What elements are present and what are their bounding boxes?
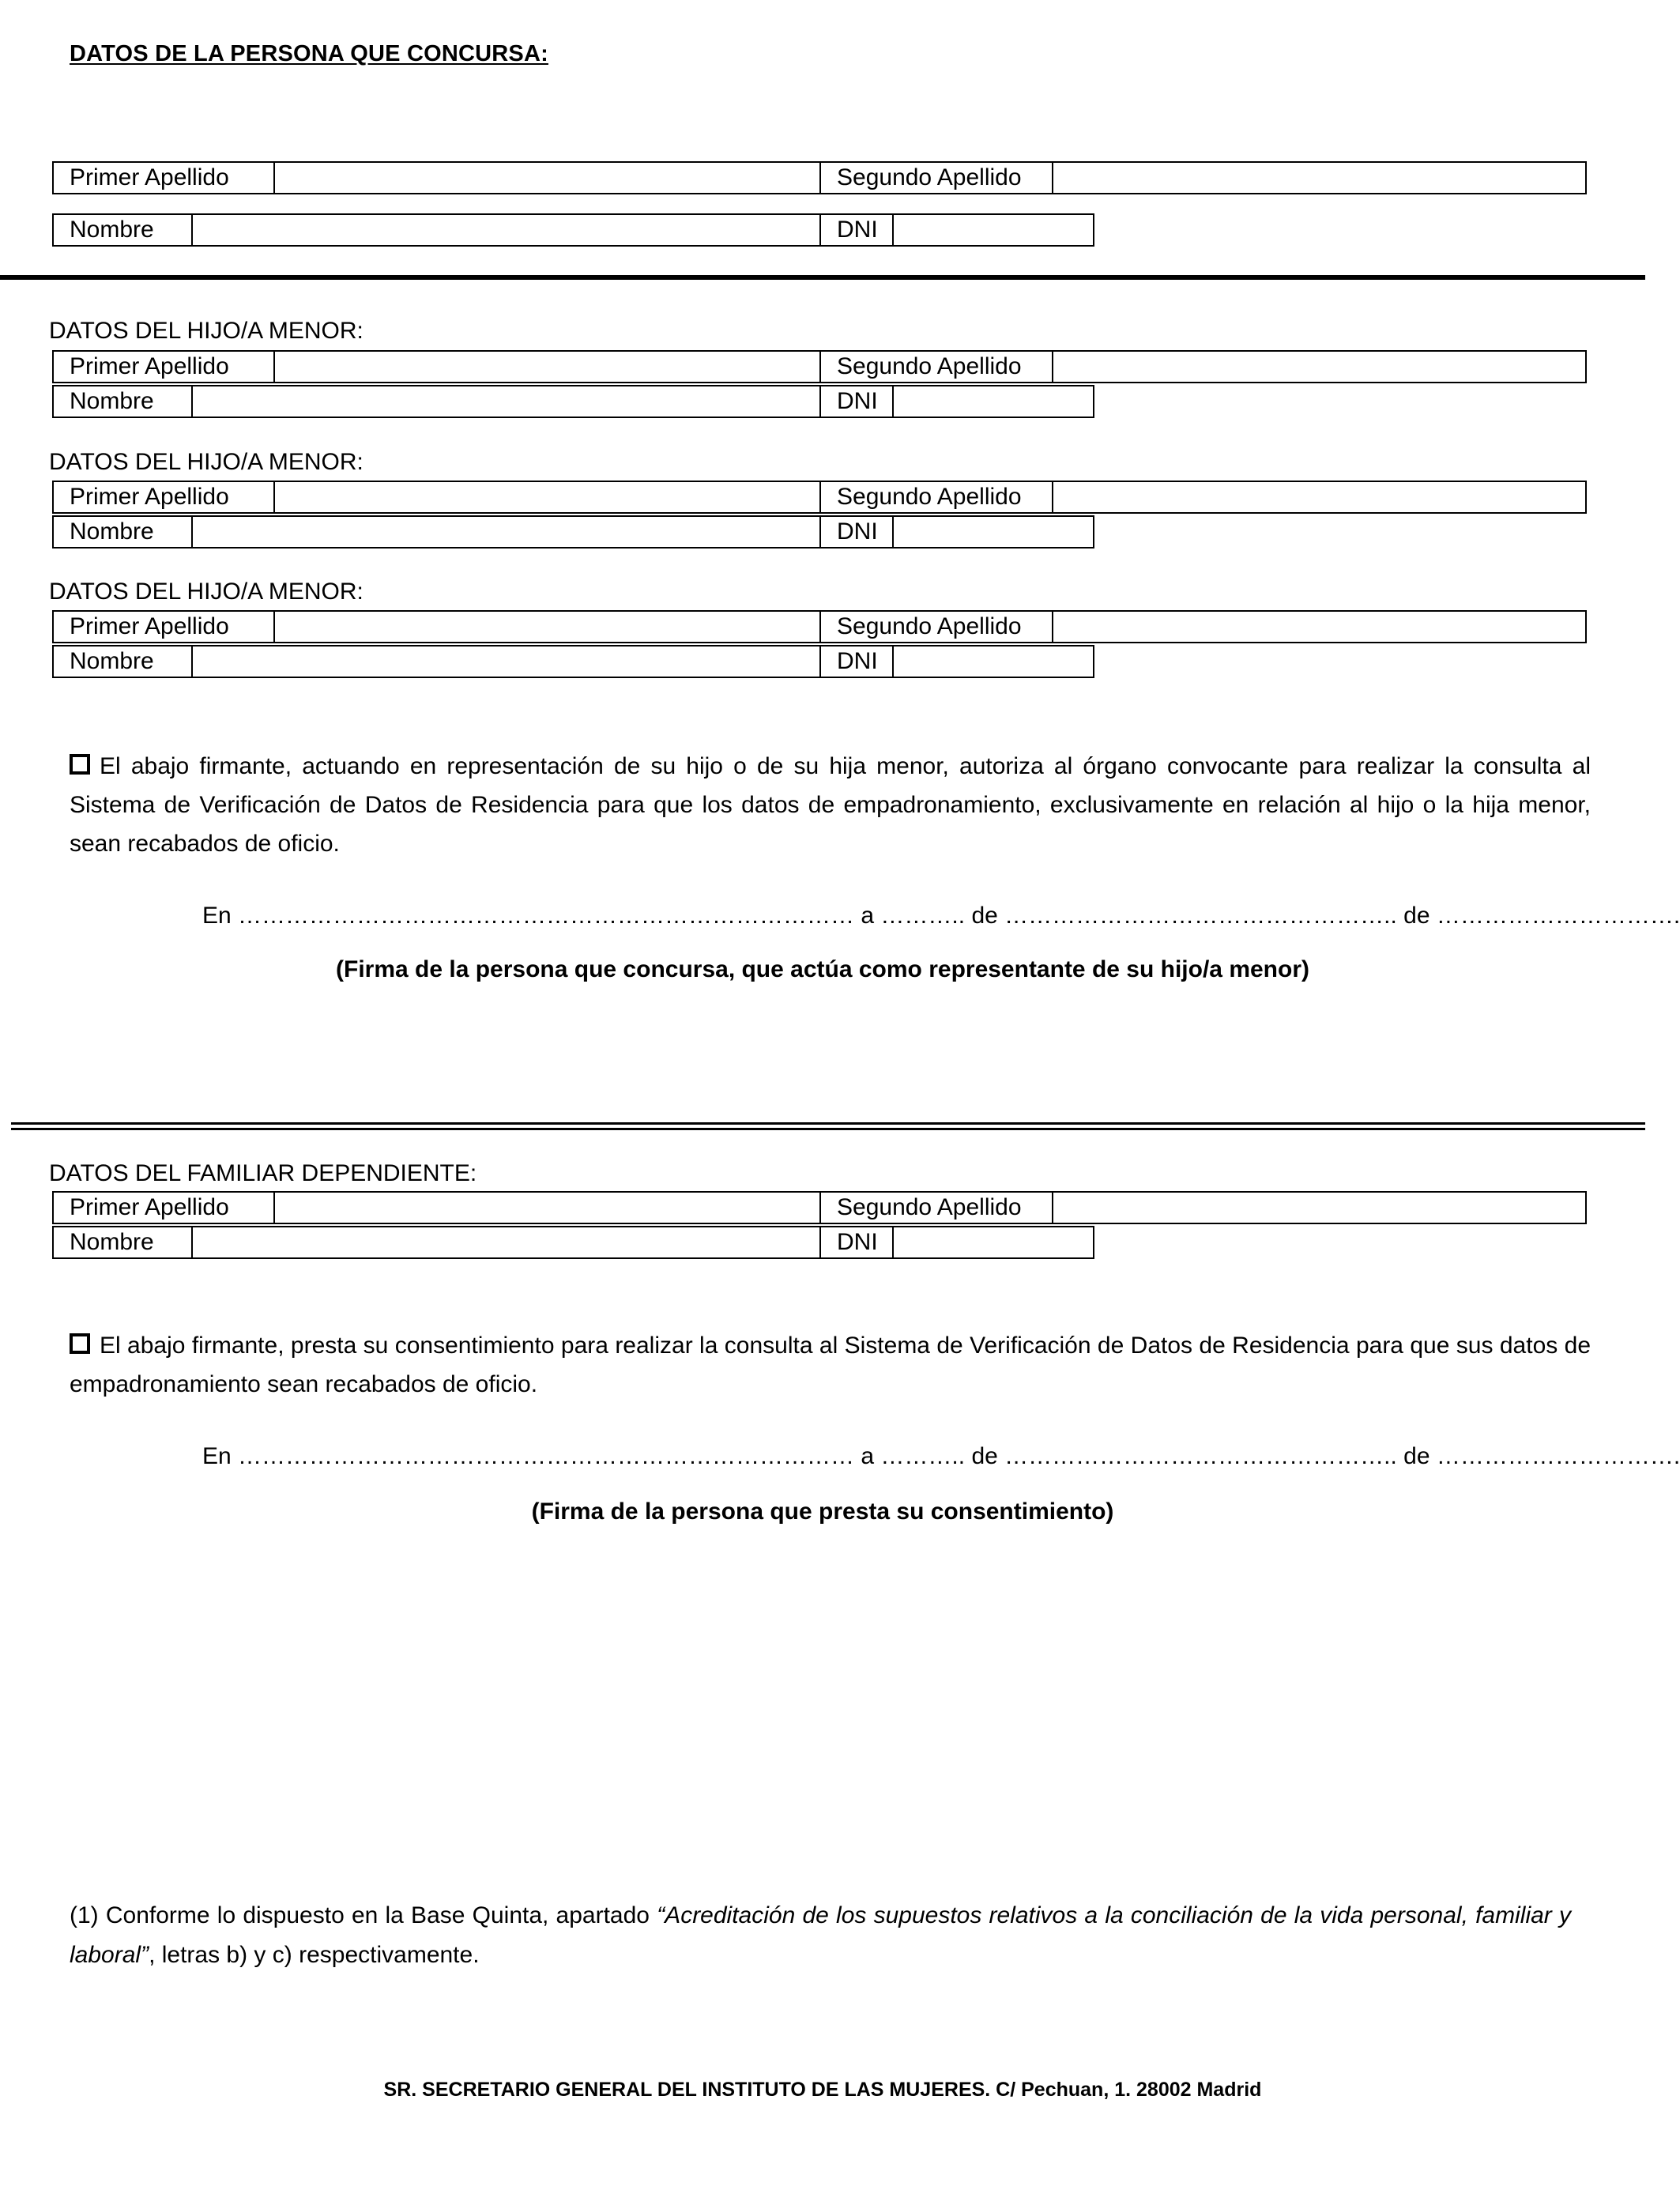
minor-3-name-row (52, 645, 1094, 678)
consent-minor-paragraph (70, 747, 1591, 863)
consent-minor-checkbox[interactable] (70, 754, 90, 775)
segundo-apellido-label: Segundo Apellido (819, 610, 1053, 643)
consent-dependent-paragraph (70, 1326, 1591, 1404)
year-blank[interactable]: …………………………. (1436, 903, 1680, 929)
dni-label: DNI (819, 1226, 894, 1259)
date-de-label: de (971, 903, 998, 929)
dependent-segundo-apellido-field[interactable] (1052, 1191, 1587, 1224)
minor-2-segundo-apellido-field[interactable] (1052, 481, 1587, 514)
nombre-label: Nombre (52, 385, 193, 418)
day-blank[interactable]: ……….. (880, 903, 966, 929)
page-footer: SR. SECRETARIO GENERAL DEL INSTITUTO DE LAS MUJERES. C/ Pechuan, 1. 28002 Madrid (383, 2079, 1262, 2101)
place-blank[interactable]: …………………………………………………………………… (238, 903, 855, 929)
minor-1-surnames-row (52, 350, 1587, 383)
place-blank[interactable]: …………………………………………………………………… (238, 1443, 855, 1469)
consent-minor-text: El abajo firmante, actuando en representación de su hijo o de su hija menor, autoriza al órgano convocante para realizar la consulta al Sistema de Verificación de Datos de Residencia para que los datos de empadronamiento, exclusivamente en relación al hijo o la hija menor, sean recabados de oficio. (70, 753, 1591, 857)
minor-2-nombre-field[interactable] (191, 515, 821, 548)
month-blank[interactable]: ………………………………………….. (1004, 903, 1397, 929)
date-line-minor (202, 903, 1680, 929)
minor-3-primer-apellido-field[interactable] (273, 610, 821, 643)
minor-1-primer-apellido-field[interactable] (273, 350, 821, 383)
minor-1-segundo-apellido-field[interactable] (1052, 350, 1587, 383)
minor-3-segundo-apellido-field[interactable] (1052, 610, 1587, 643)
date-line-dependent (202, 1443, 1680, 1470)
minor-3-dni-field[interactable] (892, 645, 1094, 678)
dni-label: DNI (819, 645, 894, 678)
day-blank[interactable]: ……….. (880, 1443, 966, 1469)
dni-label: DNI (819, 213, 894, 247)
date-a-label: a (861, 1443, 875, 1469)
page-title: DATOS DE LA PERSONA QUE CONCURSA: (70, 41, 548, 66)
minor-2-primer-apellido-field[interactable] (273, 481, 821, 514)
minor-1-nombre-field[interactable] (191, 385, 821, 418)
minor-3-nombre-field[interactable] (191, 645, 821, 678)
date-de-label: de (971, 1443, 998, 1469)
date-en-label: En (202, 903, 232, 929)
nombre-label: Nombre (52, 515, 193, 548)
year-blank[interactable]: …………………………. (1436, 1443, 1680, 1469)
footnote-suffix: , letras b) y c) respectivamente. (149, 1942, 480, 1968)
dependent-surnames-row (52, 1191, 1587, 1224)
dni-label: DNI (819, 515, 894, 548)
footnote-quote: “Acreditación de los supuestos relativos a la conciliación de la vida personal, familiar y laboral” (70, 1902, 1571, 1968)
minor-3-surnames-row (52, 610, 1587, 643)
minor-3-section-label: DATOS DEL HIJO/A MENOR: (49, 579, 363, 605)
primer-apellido-label: Primer Apellido (52, 350, 275, 383)
minor-1-section-label: DATOS DEL HIJO/A MENOR: (49, 318, 363, 344)
month-blank[interactable]: ………………………………………….. (1004, 1443, 1397, 1469)
signature-dependent-caption: (Firma de la persona que presta su consentimiento) (531, 1498, 1114, 1525)
date-de-label: de (1403, 1443, 1430, 1469)
nombre-label: Nombre (52, 645, 193, 678)
nombre-label: Nombre (52, 213, 193, 247)
primer-apellido-label: Primer Apellido (52, 1191, 275, 1224)
segundo-apellido-label: Segundo Apellido (819, 1191, 1053, 1224)
minor-1-dni-field[interactable] (892, 385, 1094, 418)
dependent-section-label: DATOS DEL FAMILIAR DEPENDIENTE: (49, 1160, 477, 1186)
dependent-dni-field[interactable] (892, 1226, 1094, 1259)
footnote-prefix: (1) Conforme lo dispuesto en la Base Quinta, apartado (70, 1902, 657, 1928)
date-en-label: En (202, 1443, 232, 1469)
primer-apellido-label: Primer Apellido (52, 161, 275, 194)
segundo-apellido-label: Segundo Apellido (819, 350, 1053, 383)
minor-2-dni-field[interactable] (892, 515, 1094, 548)
primer-apellido-label: Primer Apellido (52, 481, 275, 514)
applicant-dni-field[interactable] (892, 213, 1094, 247)
minor-1-name-row (52, 385, 1094, 418)
signature-minor-caption: (Firma de la persona que concursa, que actúa como representante de su hijo/a menor) (336, 956, 1309, 982)
consent-dependent-text: El abajo firmante, presta su consentimiento para realizar la consulta al Sistema de Verificación de Datos de Residencia para que sus datos de empadronamiento sean recabados de oficio. (70, 1333, 1591, 1397)
dependent-name-row (52, 1226, 1094, 1259)
applicant-surnames-row (52, 161, 1587, 194)
date-a-label: a (861, 903, 875, 929)
section-divider (0, 275, 1645, 280)
minor-2-section-label: DATOS DEL HIJO/A MENOR: (49, 449, 363, 475)
applicant-segundo-apellido-field[interactable] (1052, 161, 1587, 194)
footnote (70, 1896, 1571, 1975)
nombre-label: Nombre (52, 1226, 193, 1259)
applicant-name-row (52, 213, 1094, 247)
minor-2-name-row (52, 515, 1094, 548)
segundo-apellido-label: Segundo Apellido (819, 161, 1053, 194)
applicant-nombre-field[interactable] (191, 213, 821, 247)
consent-dependent-checkbox[interactable] (70, 1333, 90, 1354)
double-section-divider (11, 1122, 1645, 1130)
segundo-apellido-label: Segundo Apellido (819, 481, 1053, 514)
primer-apellido-label: Primer Apellido (52, 610, 275, 643)
minor-2-surnames-row (52, 481, 1587, 514)
dependent-nombre-field[interactable] (191, 1226, 821, 1259)
date-de-label: de (1403, 903, 1430, 929)
applicant-primer-apellido-field[interactable] (273, 161, 821, 194)
dni-label: DNI (819, 385, 894, 418)
dependent-primer-apellido-field[interactable] (273, 1191, 821, 1224)
